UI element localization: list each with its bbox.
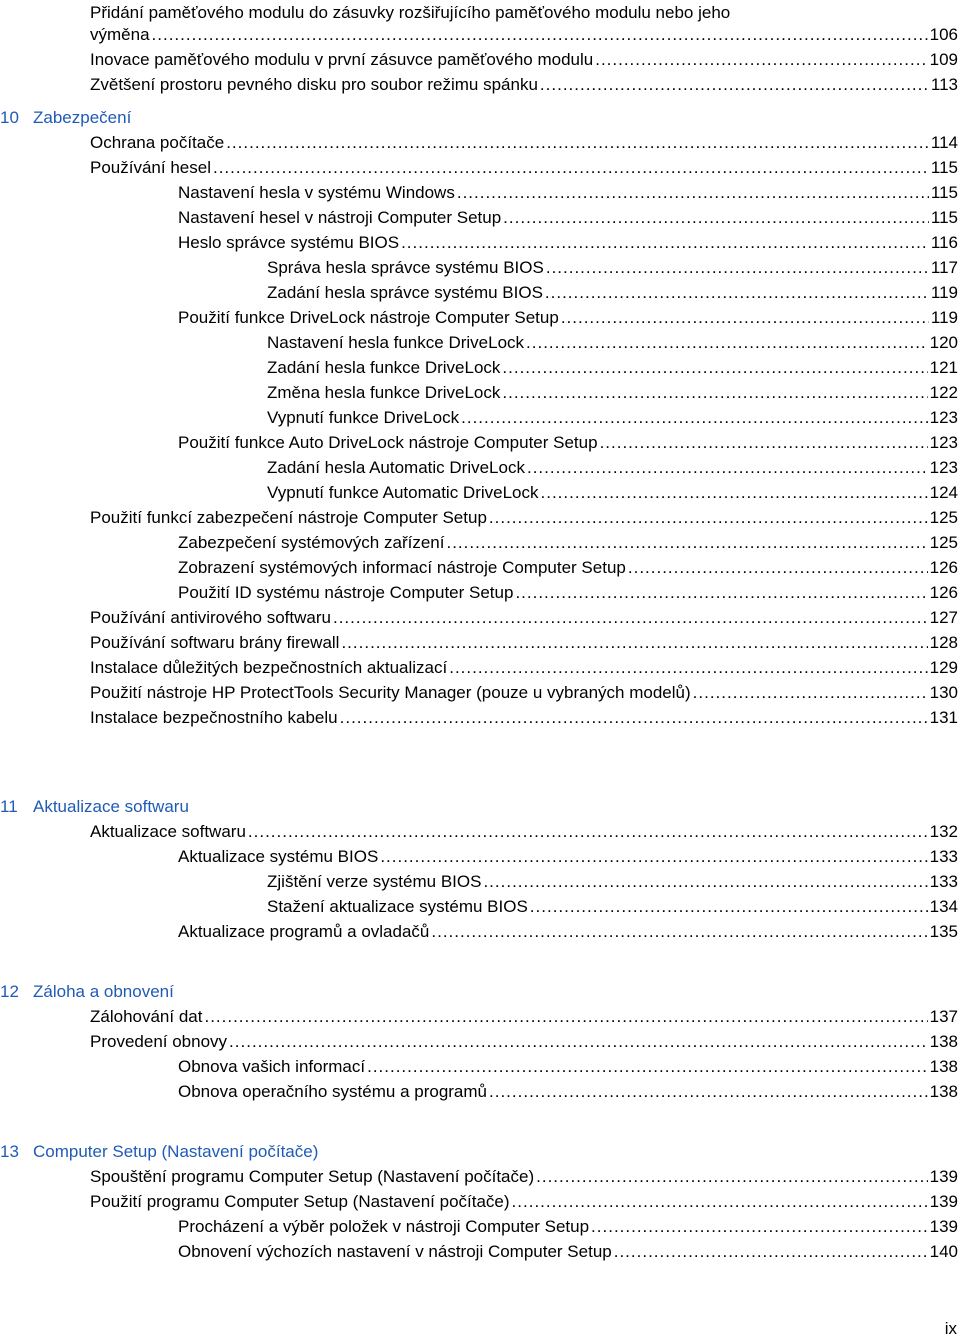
toc-entry-page: 114 bbox=[930, 133, 958, 152]
toc-entry-page: 138 bbox=[929, 1082, 958, 1101]
toc-entry-label: Heslo správce systému BIOS bbox=[178, 233, 400, 252]
dot-leader bbox=[546, 255, 929, 280]
toc-entry-page: 138 bbox=[929, 1032, 958, 1051]
toc-entry[interactable] bbox=[0, 919, 958, 944]
toc-entry[interactable] bbox=[0, 530, 958, 555]
toc-entry-label: Zadání hesla funkce DriveLock bbox=[267, 358, 501, 377]
toc-entry-label: Vypnutí funkce DriveLock bbox=[267, 408, 460, 427]
toc-entry[interactable] bbox=[0, 1079, 958, 1104]
toc-entry-page: 115 bbox=[930, 208, 958, 227]
dot-leader bbox=[530, 894, 928, 919]
toc-entry-page: 125 bbox=[929, 508, 958, 527]
toc-entry[interactable] bbox=[0, 655, 958, 680]
toc-entry-page: 129 bbox=[929, 658, 958, 677]
toc-entry-page: 130 bbox=[929, 683, 958, 702]
toc-entry-page: 116 bbox=[930, 233, 958, 252]
toc-entry[interactable] bbox=[0, 580, 958, 605]
toc-entry-label: výměna bbox=[90, 25, 150, 44]
toc-entry-page: 131 bbox=[929, 708, 958, 727]
toc-entry-page: 139 bbox=[929, 1217, 958, 1236]
toc-entry-label: Nastavení hesla v systému Windows bbox=[178, 183, 455, 202]
toc-entry-label: Používání antivirového softwaru bbox=[90, 608, 331, 627]
dot-leader bbox=[229, 1029, 928, 1054]
chapter-heading[interactable] bbox=[0, 105, 131, 130]
toc-entry[interactable] bbox=[0, 280, 958, 305]
toc-entry-label: Obnova vašich informací bbox=[178, 1057, 366, 1076]
toc-entry-label: Spouštění programu Computer Setup (Nastavení počítače) bbox=[90, 1167, 535, 1186]
toc-entry[interactable] bbox=[0, 180, 958, 205]
toc-entry-label: Aktualizace systému BIOS bbox=[178, 847, 379, 866]
chapter-number: 10 bbox=[0, 108, 19, 127]
toc-entry-label: Provedení obnovy bbox=[90, 1032, 228, 1051]
dot-leader bbox=[449, 655, 927, 680]
toc-entry-page: 123 bbox=[929, 433, 958, 452]
toc-entry[interactable] bbox=[0, 1189, 958, 1214]
toc-entry[interactable] bbox=[0, 505, 958, 530]
toc-entry[interactable] bbox=[0, 330, 958, 355]
dot-leader bbox=[693, 680, 928, 705]
toc-entry-label: Nastavení hesel v nástroji Computer Setup bbox=[178, 208, 502, 227]
toc-entry-label: Ochrana počítače bbox=[90, 133, 225, 152]
toc-entry-page: 133 bbox=[929, 872, 958, 891]
toc-entry[interactable] bbox=[0, 305, 958, 330]
toc-entry-label: Používání softwaru brány firewall bbox=[90, 633, 340, 652]
dot-leader bbox=[248, 819, 928, 844]
toc-entry[interactable] bbox=[0, 430, 958, 455]
toc-entry[interactable] bbox=[0, 130, 958, 155]
dot-leader bbox=[431, 919, 927, 944]
dot-leader bbox=[483, 869, 927, 894]
toc-entry[interactable] bbox=[0, 680, 958, 705]
toc-entry-page: 139 bbox=[929, 1167, 958, 1186]
toc-entry-page: 127 bbox=[929, 608, 958, 627]
chapter-heading[interactable] bbox=[0, 979, 174, 1004]
chapter-title: Computer Setup (Nastavení počítače) bbox=[33, 1142, 319, 1161]
toc-entry-label: Inovace paměťového modulu v první zásuvce paměťového modulu bbox=[90, 50, 594, 69]
toc-entry-label: Použití programu Computer Setup (Nastavení počítače) bbox=[90, 1192, 510, 1211]
dot-leader bbox=[461, 405, 927, 430]
toc-entry[interactable] bbox=[0, 1239, 958, 1264]
dot-leader bbox=[457, 180, 929, 205]
toc-entry[interactable] bbox=[0, 705, 958, 730]
toc-entry-label: Použití nástroje HP ProtectTools Security Manager (pouze u vybraných modelů) bbox=[90, 683, 691, 702]
dot-leader bbox=[489, 505, 928, 530]
chapter-title: Aktualizace softwaru bbox=[33, 797, 189, 816]
toc-entry[interactable] bbox=[0, 255, 958, 280]
toc-entry-page: 120 bbox=[929, 333, 958, 352]
toc-entry-page: 117 bbox=[930, 258, 958, 277]
toc-entry-page: 139 bbox=[929, 1192, 958, 1211]
chapter-title: Záloha a obnovení bbox=[33, 982, 174, 1001]
toc-entry-page: 122 bbox=[929, 383, 958, 402]
toc-entry-page: 135 bbox=[929, 922, 958, 941]
toc-entry[interactable] bbox=[0, 1029, 958, 1054]
toc-entry-label: Správa hesla správce systému BIOS bbox=[267, 258, 544, 277]
toc-entry-page: 126 bbox=[929, 583, 958, 602]
toc-entry-page: 140 bbox=[929, 1242, 958, 1261]
toc-entry-label: Vypnutí funkce Automatic DriveLock bbox=[267, 483, 539, 502]
toc-entry[interactable] bbox=[0, 630, 958, 655]
toc-entry-label: Používání hesel bbox=[90, 158, 211, 177]
toc-entry-page: 119 bbox=[930, 308, 958, 327]
toc-entry-label: Použití ID systému nástroje Computer Setup bbox=[178, 583, 514, 602]
toc-entry-label: Použití funkcí zabezpečení nástroje Computer Setup bbox=[90, 508, 487, 527]
dot-leader bbox=[446, 530, 927, 555]
chapter-heading[interactable] bbox=[0, 794, 189, 819]
toc-entry[interactable] bbox=[0, 455, 958, 480]
toc-entry-label: Zjištění verze systému BIOS bbox=[267, 872, 482, 891]
toc-entry[interactable] bbox=[0, 380, 958, 405]
toc-entry[interactable] bbox=[0, 555, 958, 580]
toc-entry[interactable] bbox=[0, 480, 958, 505]
chapter-heading[interactable] bbox=[0, 1139, 318, 1164]
toc-entry-label: Přidání paměťového modulu do zásuvky rozšiřujícího paměťového modulu nebo jeho bbox=[90, 3, 731, 22]
toc-entry-page: 124 bbox=[929, 483, 958, 502]
page-number: ix bbox=[944, 1319, 957, 1338]
dot-leader bbox=[527, 455, 928, 480]
toc-entry-label: Obnovení výchozích nastavení v nástroji Computer Setup bbox=[178, 1242, 612, 1261]
chapter-number: 13 bbox=[0, 1142, 19, 1161]
dot-leader bbox=[226, 130, 929, 155]
dot-leader bbox=[502, 355, 927, 380]
dot-leader bbox=[628, 555, 928, 580]
toc-entry[interactable] bbox=[0, 1214, 958, 1239]
dot-leader bbox=[204, 1004, 927, 1029]
toc-entry-label: Použití funkce Auto DriveLock nástroje Computer Setup bbox=[178, 433, 598, 452]
dot-leader bbox=[380, 844, 927, 869]
toc-entry[interactable] bbox=[0, 894, 958, 919]
toc-entry-label: Zadání hesla Automatic DriveLock bbox=[267, 458, 525, 477]
toc-entry-label: Změna hesla funkce DriveLock bbox=[267, 383, 501, 402]
dot-leader bbox=[489, 1079, 928, 1104]
toc-entry[interactable] bbox=[0, 405, 958, 430]
toc-entry[interactable] bbox=[0, 205, 958, 230]
toc-entry[interactable] bbox=[0, 844, 958, 869]
dot-leader bbox=[152, 22, 928, 47]
toc-entry-label: Obnova operačního systému a programů bbox=[178, 1082, 488, 1101]
toc-entry-label: Zobrazení systémových informací nástroje Computer Setup bbox=[178, 558, 626, 577]
toc-entry[interactable] bbox=[0, 1054, 958, 1079]
dot-leader bbox=[540, 72, 929, 97]
toc-entry-page: 128 bbox=[929, 633, 958, 652]
dot-leader bbox=[600, 430, 928, 455]
toc-entry-page: 115 bbox=[930, 158, 958, 177]
dot-leader bbox=[333, 605, 928, 630]
dot-leader bbox=[614, 1239, 928, 1264]
toc-entry-label: Zálohování dat bbox=[90, 1007, 203, 1026]
dot-leader bbox=[541, 480, 928, 505]
toc-entry-page: 106 bbox=[929, 25, 958, 44]
dot-leader bbox=[367, 1054, 928, 1079]
dot-leader bbox=[536, 1164, 928, 1189]
toc-entry-label: Stažení aktualizace systému BIOS bbox=[267, 897, 528, 916]
chapter-title: Zabezpečení bbox=[33, 108, 132, 127]
toc-entry-label: Zvětšení prostoru pevného disku pro soubor režimu spánku bbox=[90, 75, 538, 94]
dot-leader bbox=[503, 205, 929, 230]
dot-leader bbox=[595, 47, 927, 72]
toc-entry-page: 133 bbox=[929, 847, 958, 866]
toc-entry-page: 109 bbox=[929, 50, 958, 69]
toc-entry[interactable] bbox=[0, 155, 958, 180]
toc-entry[interactable] bbox=[0, 355, 958, 380]
toc-entry-page: 113 bbox=[930, 75, 958, 94]
dot-leader bbox=[341, 630, 927, 655]
toc-entry-page: 134 bbox=[929, 897, 958, 916]
toc-entry[interactable] bbox=[0, 605, 958, 630]
dot-leader bbox=[213, 155, 929, 180]
toc-entry-page: 115 bbox=[930, 183, 958, 202]
toc-entry-page: 123 bbox=[929, 458, 958, 477]
toc-entry-page: 123 bbox=[929, 408, 958, 427]
toc-entry-page: 132 bbox=[929, 822, 958, 841]
toc-entry-label: Aktualizace softwaru bbox=[90, 822, 246, 841]
dot-leader bbox=[591, 1214, 928, 1239]
toc-entry-page: 125 bbox=[929, 533, 958, 552]
toc-entry-label: Aktualizace programů a ovladačů bbox=[178, 922, 430, 941]
dot-leader bbox=[561, 305, 929, 330]
toc-entry-label: Nastavení hesla funkce DriveLock bbox=[267, 333, 525, 352]
toc-entry-label: Zabezpečení systémových zařízení bbox=[178, 533, 445, 552]
dot-leader bbox=[502, 380, 927, 405]
toc-entry-page: 126 bbox=[929, 558, 958, 577]
toc-entry-label: Zadání hesla správce systému BIOS bbox=[267, 283, 543, 302]
toc-entry-page: 121 bbox=[929, 358, 958, 377]
toc-entry[interactable] bbox=[0, 47, 958, 72]
toc-entry-page: 137 bbox=[929, 1007, 958, 1026]
dot-leader bbox=[515, 580, 927, 605]
toc-entry-page: 138 bbox=[929, 1057, 958, 1076]
toc-entry-label: Použití funkce DriveLock nástroje Computer Setup bbox=[178, 308, 559, 327]
dot-leader bbox=[401, 230, 929, 255]
toc-entry[interactable] bbox=[0, 869, 958, 894]
toc-entry-label: Instalace bezpečnostního kabelu bbox=[90, 708, 338, 727]
dot-leader bbox=[340, 705, 928, 730]
toc-entry[interactable] bbox=[0, 72, 958, 97]
chapter-number: 11 bbox=[0, 797, 18, 816]
dot-leader bbox=[512, 1189, 928, 1214]
toc-entry[interactable] bbox=[0, 1004, 958, 1029]
toc-entry-label: Instalace důležitých bezpečnostních aktualizací bbox=[90, 658, 448, 677]
toc-entry-page: 119 bbox=[930, 283, 958, 302]
toc-entry[interactable] bbox=[0, 819, 958, 844]
chapter-number: 12 bbox=[0, 982, 19, 1001]
toc-entry-label: Procházení a výběr položek v nástroji Computer Setup bbox=[178, 1217, 590, 1236]
toc-entry[interactable] bbox=[0, 1164, 958, 1189]
dot-leader bbox=[526, 330, 928, 355]
toc-entry[interactable] bbox=[0, 22, 958, 47]
toc-entry[interactable] bbox=[0, 230, 958, 255]
dot-leader bbox=[545, 280, 929, 305]
